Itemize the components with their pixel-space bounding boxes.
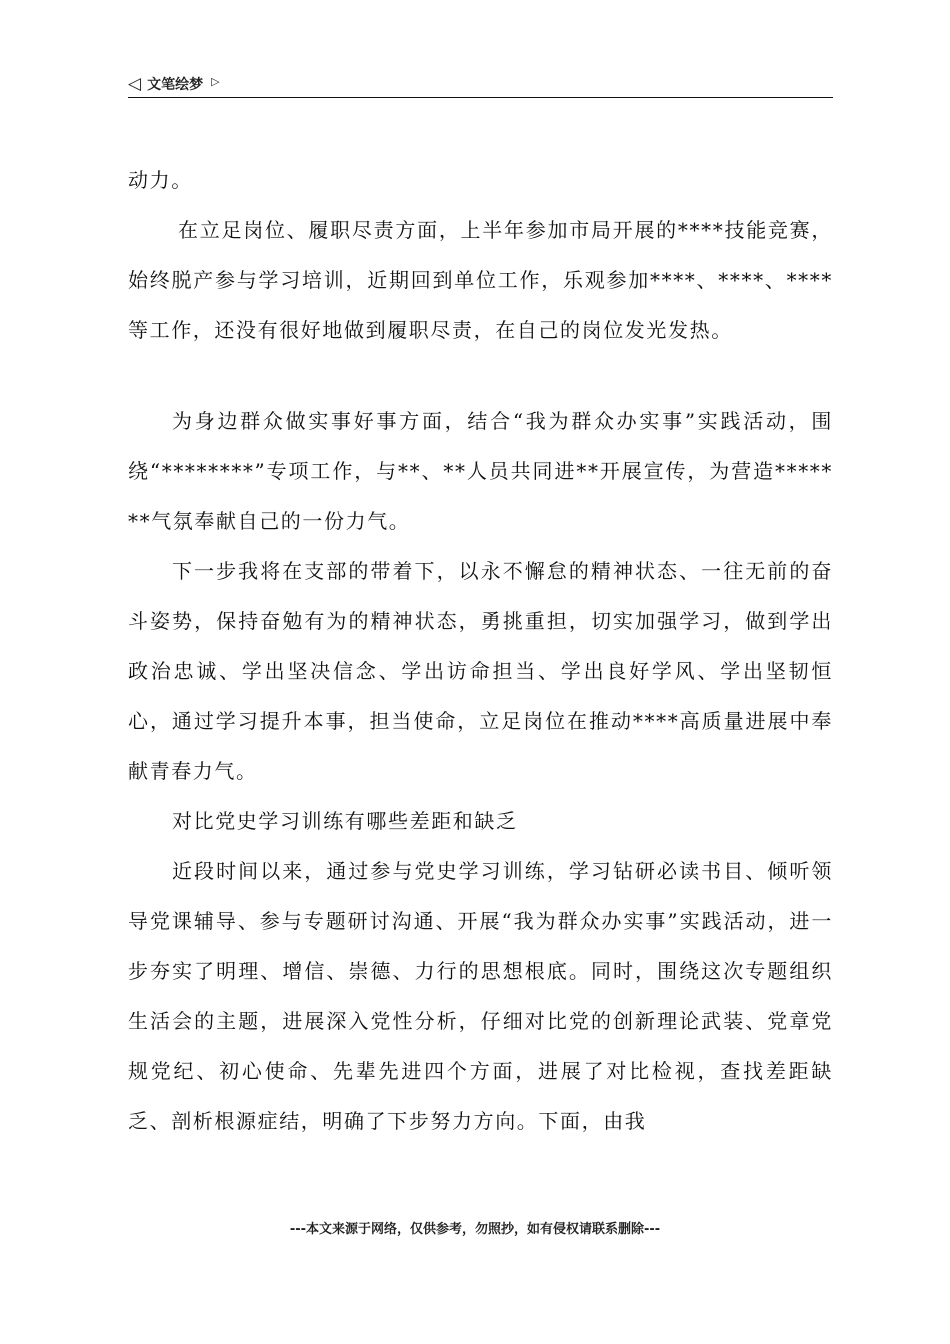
- page-header: [128, 70, 833, 98]
- paragraph-next-steps: 下一步我将在支部的带着下，以永不懈怠的精神状态、一往无前的奋斗姿势，保持奋勉有为的精神状态，勇挑重担，切实加强学习，做到学出政治忠诚、学出坚决信念、学出访命担当、学出良好学风、学出坚韧恒心，通过学习提升本事，担当使命，立足岗位在推动****高质量进展中奉献青春力气。: [128, 559, 833, 783]
- paragraph-serve-people: 为身边群众做实事好事方面，结合“我为群众办实事”实践活动，围绕“********”专项工作，与**、**人员共同进**开展宣传，为营造*******气氛奉献自己的一份力气。: [128, 409, 833, 533]
- triangle-right-icon: ▷: [211, 74, 220, 88]
- header-bar: [128, 70, 833, 98]
- triangle-left-icon: ◁: [128, 73, 142, 94]
- paragraph-study-review: 近段时间以来，通过参与党史学习训练，学习钻研必读书目、倾听领导党课辅导、参与专题研讨沟通、开展“我为群众办实事”实践活动，进一步夯实了明理、增信、崇德、力行的思想根底。同时，围绕这次专题组织生活会的主题，进展深入党性分析，仔细对比党的创新理论武装、党章党规党纪、初心使命、先辈先进四个方面，进展了对比检视，查找差距缺乏、剖析根源症结，明确了下步努力方向。下面，由我: [128, 859, 833, 1133]
- paragraph-post-duty: 在立足岗位、履职尽责方面，上半年参加市局开展的****技能竞赛，始终脱产参与学习培训，近期回到单位工作，乐观参加****、****、****等工作，还没有很好地做到履职尽责，在自己的岗位发光发热。: [128, 218, 833, 342]
- header-divider: [128, 97, 833, 98]
- paragraph-spacer: [128, 355, 833, 396]
- section-heading: 对比党史学习训练有哪些差距和缺乏: [172, 809, 518, 833]
- page-footer-disclaimer: ---本文来源于网络，仅供参考，勿照抄，如有侵权请联系删除---: [289, 1222, 661, 1237]
- paragraph-continuation: 动力。: [128, 168, 193, 192]
- document-body: [128, 155, 833, 1146]
- header-title: 文笔绘梦: [147, 77, 204, 93]
